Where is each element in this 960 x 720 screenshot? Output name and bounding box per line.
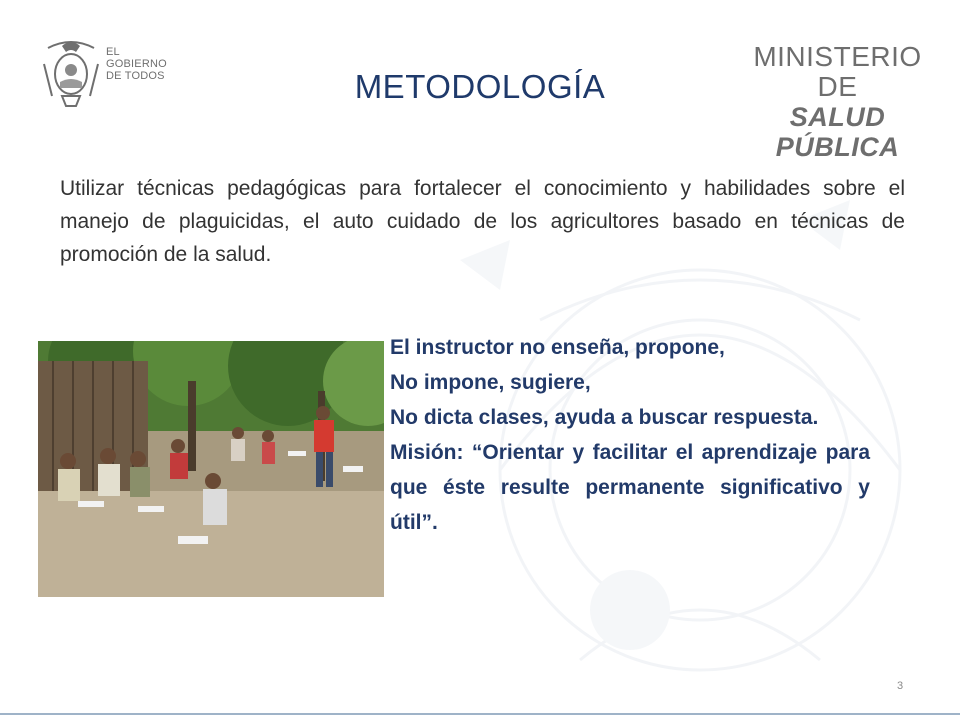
page-number: 3	[897, 680, 904, 692]
ministerio-line-1: MINISTERIO DE	[753, 41, 922, 102]
gobierno-line-2: GOBIERNO	[106, 58, 167, 70]
point-4: Misión: “Orientar y facilitar el aprendizaje para que éste resulte permanente significativo y útil”.	[390, 441, 870, 534]
ministerio-line-2: SALUD PÚBLICA	[775, 102, 900, 162]
gobierno-logo	[40, 34, 200, 114]
point-2: No impone, sugiere,	[390, 371, 591, 394]
ministerio-logo	[740, 41, 935, 162]
bottom-divider	[0, 713, 960, 715]
gobierno-line-3: DE TODOS	[106, 70, 165, 82]
group-meeting-photo	[38, 341, 384, 597]
methodology-points	[390, 330, 870, 540]
intro-paragraph: Utilizar técnicas pedagógicas para fortalecer el conocimiento y habilidades sobre el manejo de plaguicidas, el auto cuidado de los agricultores basado en técnicas de promoción de la salud.	[60, 177, 905, 266]
gobierno-line-1: EL	[106, 46, 120, 58]
ecuador-coat-of-arms-icon	[40, 34, 102, 110]
point-1: El instructor no enseña, propone,	[390, 336, 725, 359]
slide-title: METODOLOGÍA	[354, 68, 606, 105]
gobierno-text	[106, 46, 167, 82]
point-3: No dicta clases, ayuda a buscar respuesta.	[390, 406, 819, 429]
